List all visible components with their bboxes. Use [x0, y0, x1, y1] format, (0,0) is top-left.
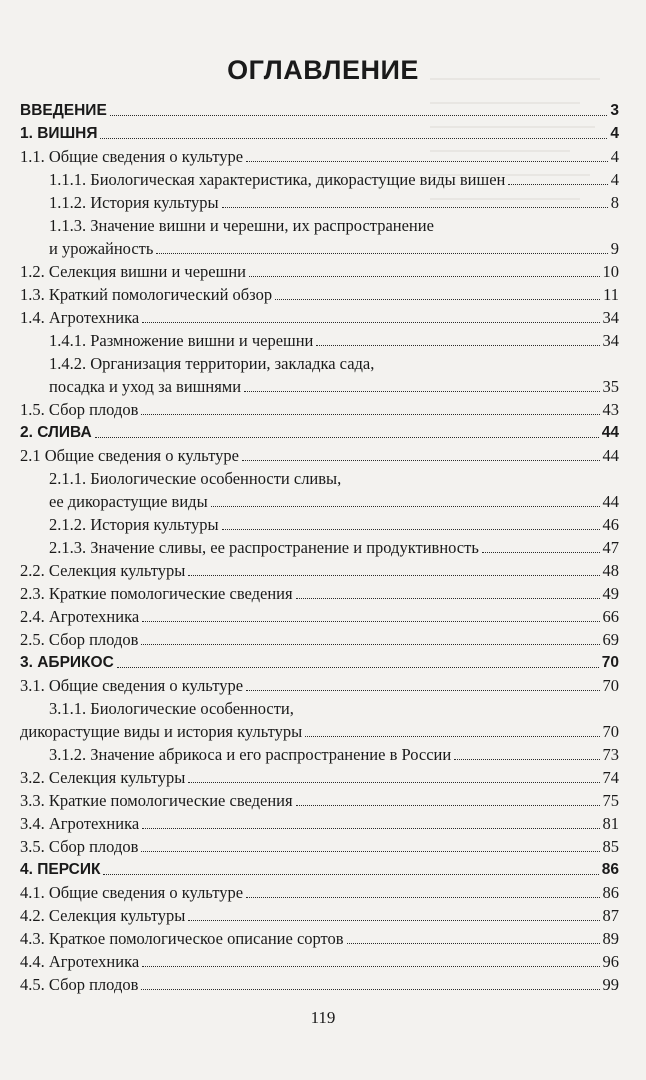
toc-entry [49, 699, 294, 719]
toc-entry [20, 837, 619, 857]
toc-entry-text: 4.3. Краткое помологическое описание сортов [20, 929, 344, 948]
leader-dots [246, 161, 608, 162]
page-title: ОГЛАВЛЕНИЕ [227, 55, 419, 85]
toc-entry-text: посадка и уход за вишнями [49, 377, 242, 396]
toc-entry [20, 791, 619, 811]
leader-dots [141, 414, 599, 415]
leader-dots [275, 299, 600, 300]
toc-entry-text: 1.4.2. Организация территории, закладка сада, [49, 354, 375, 373]
toc-entry [49, 193, 619, 213]
leader-dots [141, 989, 599, 990]
toc-entry-text: 3.5. Сбор плодов [20, 837, 139, 856]
leader-dots [249, 276, 600, 277]
toc-entry-text: 2.3. Краткие помологические сведения [20, 584, 293, 603]
toc-entry-text: 2. СЛИВА [20, 424, 92, 441]
toc-entry [49, 354, 374, 374]
toc-entry-page: 49 [602, 584, 619, 603]
toc-entry-page: 81 [602, 814, 619, 833]
leader-dots [246, 897, 599, 898]
toc-entry-text: 1.2. Селекция вишни и черешни [20, 262, 246, 281]
toc-entry [49, 515, 619, 535]
toc-entry [49, 331, 619, 351]
toc-entry-page: 46 [602, 515, 619, 534]
toc-entry-text: 3.2. Селекция культуры [20, 768, 186, 787]
toc-entry-text: ее дикорастущие виды [49, 492, 208, 511]
toc-entry-page: 34 [602, 308, 619, 327]
toc-entry [20, 262, 619, 282]
toc-entry [20, 676, 619, 696]
toc-entry-page: 99 [602, 975, 619, 994]
toc-entry-text: 1. ВИШНЯ [20, 125, 98, 142]
toc-entry-page: 86 [601, 861, 619, 878]
toc-entry-page: 69 [602, 630, 619, 649]
toc-entry [20, 584, 619, 604]
toc-entry [20, 124, 619, 144]
toc-entry-text: 2.5. Сбор плодов [20, 630, 139, 649]
toc-entry-page: 74 [602, 768, 619, 787]
toc-entry-page: 70 [602, 722, 619, 741]
toc-entry [49, 492, 619, 512]
toc-entry-text: и урожайность [49, 239, 154, 258]
leader-dots [142, 828, 599, 829]
toc-entry-text: 1.4.1. Размножение вишни и черешни [49, 331, 314, 350]
leader-dots [142, 322, 599, 323]
toc-entry [20, 883, 619, 903]
toc-entry-text: 1.1.3. Значение вишни и черешни, их распространение [49, 216, 434, 235]
leader-dots [246, 690, 599, 691]
toc-entry-page: 86 [602, 883, 619, 902]
toc-entry [20, 653, 619, 673]
toc-entry-text: 4.1. Общие сведения о культуре [20, 883, 244, 902]
toc-entry-text: 3.1.2. Значение абрикоса и его распространение в России [49, 745, 452, 764]
leader-dots [242, 460, 600, 461]
leader-dots [110, 115, 608, 116]
toc-entry-text: 2.1.3. Значение сливы, ее распространение и продуктивность [49, 538, 479, 557]
toc-entry [20, 768, 619, 788]
toc-entry [20, 101, 619, 121]
toc-entry-page: 70 [601, 654, 619, 671]
toc-entry-text: 4.2. Селекция культуры [20, 906, 186, 925]
toc-entry-text: 4.4. Агротехника [20, 952, 140, 971]
toc-entry-page: 70 [602, 676, 619, 695]
toc-entry-page: 9 [610, 239, 619, 258]
leader-dots [316, 345, 599, 346]
leader-dots [222, 529, 600, 530]
toc-entry-text: 2.1.1. Биологические особенности сливы, [49, 469, 342, 488]
toc-entry [20, 561, 619, 581]
leader-dots [117, 667, 599, 668]
toc-entry [20, 929, 619, 949]
page-number: 119 [310, 1008, 336, 1027]
leader-dots [188, 782, 599, 783]
toc-entry-text: 2.4. Агротехника [20, 607, 140, 626]
toc-entry-text: 2.1.2. История культуры [49, 515, 219, 534]
leader-dots [142, 966, 599, 967]
toc-entry-text: 3. АБРИКОС [20, 654, 114, 671]
toc-entry-page: 3 [610, 102, 619, 119]
leader-dots [454, 759, 599, 760]
leader-dots [95, 437, 599, 438]
toc-entry-text: 1.1. Общие сведения о культуре [20, 147, 244, 166]
toc-entry-page: 4 [610, 170, 619, 189]
toc-entry-text: 1.1.1. Биологическая характеристика, дикорастущие виды вишен [49, 170, 506, 189]
toc-entry-text: 3.4. Агротехника [20, 814, 140, 833]
toc-entry-page: 87 [602, 906, 619, 925]
toc-entry [20, 147, 619, 167]
toc-entry-page: 4 [610, 125, 619, 142]
toc-entry-page: 66 [602, 607, 619, 626]
leader-dots [222, 207, 608, 208]
toc-entry [20, 722, 619, 742]
toc-entry [49, 538, 619, 558]
leader-dots [305, 736, 599, 737]
toc-entry [20, 285, 619, 305]
leader-dots [508, 184, 607, 185]
toc-entry-page: 8 [610, 193, 619, 212]
toc-entry-page: 44 [602, 492, 619, 511]
leader-dots [100, 138, 607, 139]
toc-entry-text: 2.1 Общие сведения о культуре [20, 446, 239, 465]
toc-entry [20, 400, 619, 420]
toc-entry [20, 308, 619, 328]
toc-entry-text: дикорастущие виды и история культуры [20, 722, 303, 741]
toc-entry-page: 44 [601, 424, 619, 441]
toc-entry-page: 47 [602, 538, 619, 557]
toc-entry-text: 2.2. Селекция культуры [20, 561, 186, 580]
toc-entry-page: 10 [602, 262, 619, 281]
leader-dots [103, 874, 598, 875]
leader-dots [188, 575, 599, 576]
toc-entry-page: 85 [602, 837, 619, 856]
toc-entry [49, 216, 434, 236]
toc-entry-page: 96 [602, 952, 619, 971]
toc-entry [20, 906, 619, 926]
leader-dots [141, 644, 599, 645]
toc-entry [20, 446, 619, 466]
toc-entry-page: 35 [602, 377, 619, 396]
toc-entry-page: 48 [602, 561, 619, 580]
toc-entry [49, 469, 341, 489]
toc-entry-text: 1.3. Краткий помологический обзор [20, 285, 273, 304]
leader-dots [156, 253, 607, 254]
toc-entry-text: 4. ПЕРСИК [20, 861, 101, 878]
toc-entry-page: 43 [602, 400, 619, 419]
toc-entry [49, 377, 619, 397]
leader-dots [188, 920, 599, 921]
toc-entry-text: 3.1. Общие сведения о культуре [20, 676, 244, 695]
leader-dots [244, 391, 599, 392]
toc-entry [49, 170, 619, 190]
toc-entry [49, 745, 619, 765]
leader-dots [142, 621, 599, 622]
toc-entry-text: ВВЕДЕНИЕ [20, 102, 107, 119]
leader-dots [211, 506, 600, 507]
toc-entry-page: 44 [602, 446, 619, 465]
toc-entry [20, 423, 619, 443]
toc-entry-page: 11 [603, 285, 619, 304]
toc-entry [20, 630, 619, 650]
leader-dots [296, 805, 600, 806]
toc-entry-text: 4.5. Сбор плодов [20, 975, 139, 994]
toc-entry [20, 860, 619, 880]
toc-entry-page: 75 [602, 791, 619, 810]
leader-dots [347, 943, 600, 944]
toc-entry [20, 952, 619, 972]
toc-entry [20, 607, 619, 627]
leader-dots [141, 851, 599, 852]
toc-entry-text: 1.4. Агротехника [20, 308, 140, 327]
leader-dots [296, 598, 600, 599]
leader-dots [482, 552, 600, 553]
toc-entry-text: 3.1.1. Биологические особенности, [49, 699, 294, 718]
toc-entry [49, 239, 619, 259]
toc-entry-text: 1.1.2. История культуры [49, 193, 219, 212]
toc-entry-page: 34 [602, 331, 619, 350]
toc-entry-page: 89 [602, 929, 619, 948]
toc-entry [20, 814, 619, 834]
toc-entry [20, 975, 619, 995]
toc-entry-text: 3.3. Краткие помологические сведения [20, 791, 293, 810]
toc-entry-page: 4 [610, 147, 619, 166]
toc-entry-page: 73 [602, 745, 619, 764]
toc-entry-text: 1.5. Сбор плодов [20, 400, 139, 419]
